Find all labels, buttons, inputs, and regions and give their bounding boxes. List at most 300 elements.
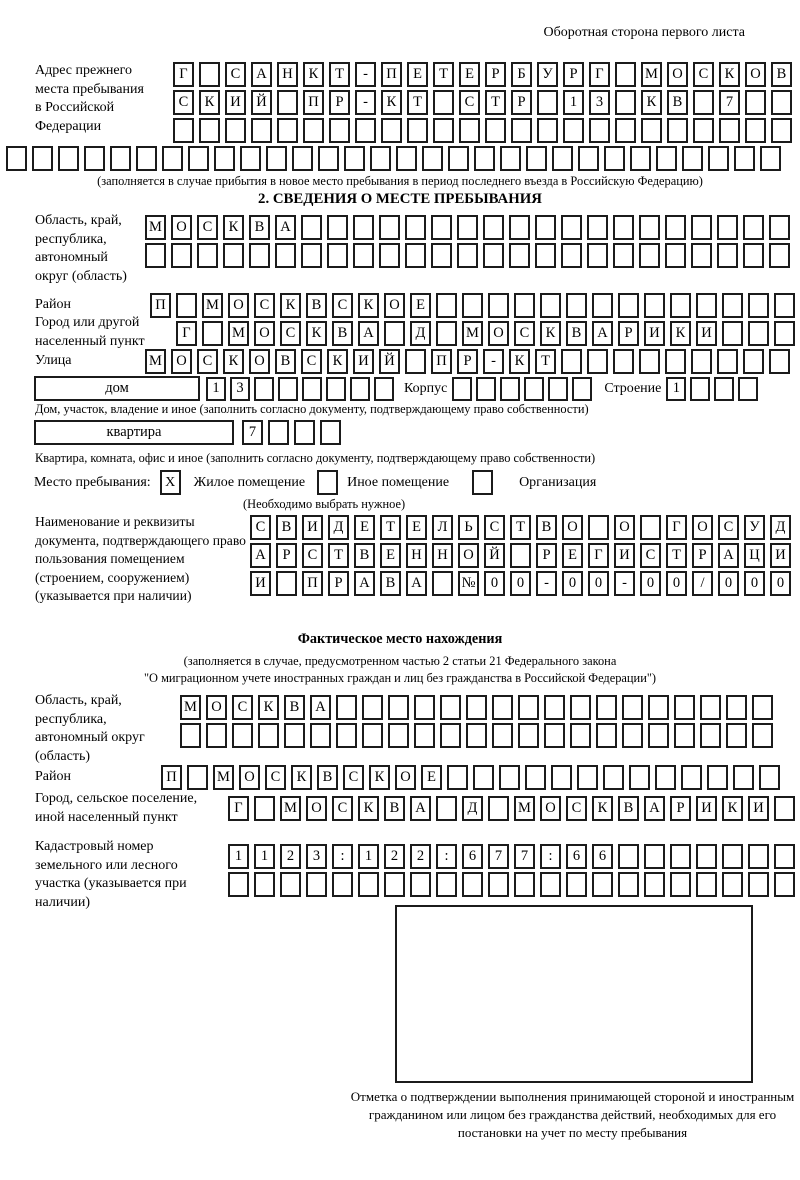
char-cell[interactable]: [639, 215, 660, 240]
char-cell[interactable]: [587, 215, 608, 240]
char-cell[interactable]: [665, 243, 686, 268]
char-cell[interactable]: [604, 146, 625, 171]
char-cell[interactable]: [587, 349, 608, 374]
char-cell[interactable]: В: [284, 695, 305, 720]
char-cell[interactable]: [561, 215, 582, 240]
char-cell[interactable]: :: [540, 844, 561, 869]
char-cell[interactable]: [639, 243, 660, 268]
char-cell[interactable]: [362, 695, 383, 720]
char-cell[interactable]: [613, 349, 634, 374]
char-cell[interactable]: [552, 146, 573, 171]
char-cell[interactable]: [228, 872, 249, 897]
char-cell[interactable]: [405, 349, 426, 374]
char-cell[interactable]: С: [566, 796, 587, 821]
char-cell[interactable]: [388, 723, 409, 748]
char-cell[interactable]: [641, 118, 662, 143]
char-cell[interactable]: -: [536, 571, 557, 596]
char-cell[interactable]: [648, 723, 669, 748]
char-cell[interactable]: М: [213, 765, 234, 790]
char-cell[interactable]: [485, 118, 506, 143]
char-cell[interactable]: [748, 844, 769, 869]
char-cell[interactable]: В: [332, 321, 353, 346]
char-cell[interactable]: М: [145, 215, 166, 240]
char-cell[interactable]: В: [249, 215, 270, 240]
char-cell[interactable]: [440, 695, 461, 720]
char-cell[interactable]: [670, 293, 691, 318]
char-cell[interactable]: [206, 723, 227, 748]
char-cell[interactable]: [326, 377, 346, 401]
char-cell[interactable]: П: [150, 293, 171, 318]
char-cell[interactable]: Т: [380, 515, 401, 540]
char-cell[interactable]: [509, 215, 530, 240]
char-cell[interactable]: [769, 215, 790, 240]
char-cell[interactable]: С: [197, 215, 218, 240]
char-cell[interactable]: [483, 243, 504, 268]
char-cell[interactable]: С: [232, 695, 253, 720]
char-cell[interactable]: К: [306, 321, 327, 346]
char-cell[interactable]: О: [384, 293, 405, 318]
char-cell[interactable]: Е: [380, 543, 401, 568]
char-cell[interactable]: Д: [410, 321, 431, 346]
char-cell[interactable]: [738, 377, 758, 401]
char-cell[interactable]: [310, 723, 331, 748]
char-cell[interactable]: П: [161, 765, 182, 790]
char-cell[interactable]: К: [509, 349, 530, 374]
char-cell[interactable]: С: [225, 62, 246, 87]
char-cell[interactable]: [588, 515, 609, 540]
char-cell[interactable]: [447, 765, 468, 790]
char-cell[interactable]: [774, 321, 795, 346]
char-cell[interactable]: [644, 872, 665, 897]
char-cell[interactable]: Л: [432, 515, 453, 540]
char-cell[interactable]: У: [537, 62, 558, 87]
char-cell[interactable]: [249, 243, 270, 268]
char-cell[interactable]: К: [670, 321, 691, 346]
char-cell[interactable]: [613, 243, 634, 268]
char-cell[interactable]: М: [514, 796, 535, 821]
char-cell[interactable]: [277, 118, 298, 143]
char-cell[interactable]: [618, 844, 639, 869]
char-cell[interactable]: Й: [251, 90, 272, 115]
char-cell[interactable]: [173, 118, 194, 143]
char-cell[interactable]: С: [265, 765, 286, 790]
char-cell[interactable]: [483, 215, 504, 240]
char-cell[interactable]: О: [395, 765, 416, 790]
char-cell[interactable]: Т: [535, 349, 556, 374]
char-cell[interactable]: К: [291, 765, 312, 790]
char-cell[interactable]: 0: [744, 571, 765, 596]
char-cell[interactable]: А: [354, 571, 375, 596]
char-cell[interactable]: С: [280, 321, 301, 346]
char-cell[interactable]: [774, 844, 795, 869]
char-cell[interactable]: Т: [329, 62, 350, 87]
char-cell[interactable]: Е: [406, 515, 427, 540]
char-cell[interactable]: 1: [666, 377, 686, 401]
char-cell[interactable]: [708, 146, 729, 171]
char-cell[interactable]: [473, 765, 494, 790]
char-cell[interactable]: [696, 293, 717, 318]
char-cell[interactable]: [176, 293, 197, 318]
char-cell[interactable]: [232, 723, 253, 748]
char-cell[interactable]: К: [280, 293, 301, 318]
stay-type-checkbox-residential[interactable]: X: [160, 470, 181, 495]
char-cell[interactable]: [722, 844, 743, 869]
char-cell[interactable]: [537, 118, 558, 143]
char-cell[interactable]: К: [223, 349, 244, 374]
stay-type-checkbox-other[interactable]: [317, 470, 338, 495]
char-cell[interactable]: О: [458, 543, 479, 568]
char-cell[interactable]: [674, 723, 695, 748]
char-cell[interactable]: [258, 723, 279, 748]
char-cell[interactable]: [318, 146, 339, 171]
char-cell[interactable]: [544, 695, 565, 720]
char-cell[interactable]: [436, 796, 457, 821]
char-cell[interactable]: Р: [536, 543, 557, 568]
char-cell[interactable]: [433, 90, 454, 115]
char-cell[interactable]: 3: [589, 90, 610, 115]
char-cell[interactable]: О: [488, 321, 509, 346]
char-cell[interactable]: И: [250, 571, 271, 596]
char-cell[interactable]: [722, 872, 743, 897]
char-cell[interactable]: В: [306, 293, 327, 318]
char-cell[interactable]: [566, 872, 587, 897]
char-cell[interactable]: Т: [407, 90, 428, 115]
char-cell[interactable]: А: [410, 796, 431, 821]
char-cell[interactable]: В: [384, 796, 405, 821]
char-cell[interactable]: М: [641, 62, 662, 87]
char-cell[interactable]: [488, 293, 509, 318]
char-cell[interactable]: [630, 146, 651, 171]
char-cell[interactable]: 1: [358, 844, 379, 869]
char-cell[interactable]: [440, 723, 461, 748]
char-cell[interactable]: [682, 146, 703, 171]
char-cell[interactable]: [603, 765, 624, 790]
char-cell[interactable]: С: [693, 62, 714, 87]
char-cell[interactable]: [459, 118, 480, 143]
char-cell[interactable]: [336, 723, 357, 748]
char-cell[interactable]: [462, 872, 483, 897]
char-cell[interactable]: [275, 243, 296, 268]
char-cell[interactable]: [618, 872, 639, 897]
char-cell[interactable]: И: [225, 90, 246, 115]
char-cell[interactable]: Е: [407, 62, 428, 87]
char-cell[interactable]: Р: [563, 62, 584, 87]
char-cell[interactable]: [622, 695, 643, 720]
char-cell[interactable]: [551, 765, 572, 790]
char-cell[interactable]: О: [562, 515, 583, 540]
char-cell[interactable]: К: [540, 321, 561, 346]
char-cell[interactable]: Г: [176, 321, 197, 346]
char-cell[interactable]: [644, 293, 665, 318]
char-cell[interactable]: [509, 243, 530, 268]
char-cell[interactable]: [644, 844, 665, 869]
char-cell[interactable]: А: [592, 321, 613, 346]
char-cell[interactable]: [696, 872, 717, 897]
char-cell[interactable]: [187, 765, 208, 790]
char-cell[interactable]: [622, 723, 643, 748]
char-cell[interactable]: [640, 515, 661, 540]
char-cell[interactable]: В: [276, 515, 297, 540]
char-cell[interactable]: [514, 293, 535, 318]
char-cell[interactable]: [743, 243, 764, 268]
char-cell[interactable]: Е: [354, 515, 375, 540]
char-cell[interactable]: [277, 90, 298, 115]
char-cell[interactable]: И: [748, 796, 769, 821]
char-cell[interactable]: [691, 243, 712, 268]
char-cell[interactable]: [436, 321, 457, 346]
char-cell[interactable]: Т: [510, 515, 531, 540]
char-cell[interactable]: [353, 243, 374, 268]
char-cell[interactable]: С: [173, 90, 194, 115]
char-cell[interactable]: Н: [277, 62, 298, 87]
char-cell[interactable]: [570, 723, 591, 748]
char-cell[interactable]: [670, 872, 691, 897]
char-cell[interactable]: :: [332, 844, 353, 869]
char-cell[interactable]: М: [462, 321, 483, 346]
char-cell[interactable]: [110, 146, 131, 171]
char-cell[interactable]: [457, 243, 478, 268]
char-cell[interactable]: Й: [379, 349, 400, 374]
char-cell[interactable]: Р: [329, 90, 350, 115]
char-cell[interactable]: -: [614, 571, 635, 596]
char-cell[interactable]: В: [317, 765, 338, 790]
char-cell[interactable]: [769, 243, 790, 268]
char-cell[interactable]: [748, 293, 769, 318]
char-cell[interactable]: А: [406, 571, 427, 596]
char-cell[interactable]: П: [303, 90, 324, 115]
char-cell[interactable]: [714, 377, 734, 401]
char-cell[interactable]: [577, 765, 598, 790]
char-cell[interactable]: [535, 215, 556, 240]
char-cell[interactable]: [681, 765, 702, 790]
char-cell[interactable]: [500, 377, 520, 401]
char-cell[interactable]: К: [641, 90, 662, 115]
char-cell[interactable]: [379, 215, 400, 240]
char-cell[interactable]: [327, 215, 348, 240]
char-cell[interactable]: [188, 146, 209, 171]
char-cell[interactable]: Б: [511, 62, 532, 87]
char-cell[interactable]: [374, 377, 394, 401]
char-cell[interactable]: Р: [511, 90, 532, 115]
char-cell[interactable]: Й: [484, 543, 505, 568]
char-cell[interactable]: А: [718, 543, 739, 568]
char-cell[interactable]: [722, 293, 743, 318]
char-cell[interactable]: 6: [592, 844, 613, 869]
char-cell[interactable]: Г: [588, 543, 609, 568]
char-cell[interactable]: [734, 146, 755, 171]
char-cell[interactable]: 1: [228, 844, 249, 869]
char-cell[interactable]: [466, 723, 487, 748]
char-cell[interactable]: [171, 243, 192, 268]
char-cell[interactable]: [240, 146, 261, 171]
char-cell[interactable]: [284, 723, 305, 748]
char-cell[interactable]: [717, 243, 738, 268]
char-cell[interactable]: [748, 321, 769, 346]
char-cell[interactable]: Т: [666, 543, 687, 568]
apartment-box[interactable]: квартира: [34, 420, 234, 445]
char-cell[interactable]: [717, 215, 738, 240]
char-cell[interactable]: [436, 872, 457, 897]
char-cell[interactable]: С: [250, 515, 271, 540]
char-cell[interactable]: [462, 293, 483, 318]
char-cell[interactable]: [540, 872, 561, 897]
char-cell[interactable]: [327, 243, 348, 268]
char-cell[interactable]: [303, 118, 324, 143]
char-cell[interactable]: [771, 118, 792, 143]
char-cell[interactable]: [587, 243, 608, 268]
char-cell[interactable]: В: [536, 515, 557, 540]
char-cell[interactable]: 7: [488, 844, 509, 869]
char-cell[interactable]: 0: [718, 571, 739, 596]
char-cell[interactable]: -: [483, 349, 504, 374]
char-cell[interactable]: Р: [670, 796, 691, 821]
char-cell[interactable]: [436, 293, 457, 318]
char-cell[interactable]: [278, 377, 298, 401]
char-cell[interactable]: [6, 146, 27, 171]
char-cell[interactable]: [452, 377, 472, 401]
confirmation-stamp-box[interactable]: [395, 905, 753, 1083]
char-cell[interactable]: [613, 215, 634, 240]
char-cell[interactable]: [526, 146, 547, 171]
char-cell[interactable]: Р: [328, 571, 349, 596]
char-cell[interactable]: О: [254, 321, 275, 346]
char-cell[interactable]: /: [692, 571, 713, 596]
char-cell[interactable]: О: [206, 695, 227, 720]
char-cell[interactable]: С: [301, 349, 322, 374]
char-cell[interactable]: [771, 90, 792, 115]
char-cell[interactable]: И: [302, 515, 323, 540]
char-cell[interactable]: [388, 695, 409, 720]
char-cell[interactable]: С: [640, 543, 661, 568]
char-cell[interactable]: [384, 321, 405, 346]
char-cell[interactable]: [656, 146, 677, 171]
char-cell[interactable]: [748, 872, 769, 897]
char-cell[interactable]: [518, 695, 539, 720]
char-cell[interactable]: С: [484, 515, 505, 540]
char-cell[interactable]: [674, 695, 695, 720]
char-cell[interactable]: [665, 349, 686, 374]
char-cell[interactable]: [691, 215, 712, 240]
char-cell[interactable]: О: [249, 349, 270, 374]
char-cell[interactable]: [254, 796, 275, 821]
char-cell[interactable]: [254, 377, 274, 401]
char-cell[interactable]: Р: [618, 321, 639, 346]
char-cell[interactable]: О: [745, 62, 766, 87]
char-cell[interactable]: [693, 118, 714, 143]
char-cell[interactable]: О: [540, 796, 561, 821]
char-cell[interactable]: 0: [770, 571, 791, 596]
char-cell[interactable]: [488, 872, 509, 897]
char-cell[interactable]: [410, 872, 431, 897]
char-cell[interactable]: [589, 118, 610, 143]
char-cell[interactable]: М: [145, 349, 166, 374]
char-cell[interactable]: [774, 872, 795, 897]
char-cell[interactable]: К: [719, 62, 740, 87]
char-cell[interactable]: [414, 695, 435, 720]
char-cell[interactable]: О: [692, 515, 713, 540]
char-cell[interactable]: [432, 571, 453, 596]
char-cell[interactable]: [639, 349, 660, 374]
char-cell[interactable]: С: [343, 765, 364, 790]
char-cell[interactable]: 2: [280, 844, 301, 869]
char-cell[interactable]: [667, 118, 688, 143]
char-cell[interactable]: С: [254, 293, 275, 318]
char-cell[interactable]: [524, 377, 544, 401]
char-cell[interactable]: В: [667, 90, 688, 115]
char-cell[interactable]: [488, 796, 509, 821]
char-cell[interactable]: К: [303, 62, 324, 87]
char-cell[interactable]: И: [644, 321, 665, 346]
char-cell[interactable]: Г: [228, 796, 249, 821]
char-cell[interactable]: [548, 377, 568, 401]
char-cell[interactable]: Е: [421, 765, 442, 790]
char-cell[interactable]: [405, 215, 426, 240]
char-cell[interactable]: [381, 118, 402, 143]
char-cell[interactable]: [726, 723, 747, 748]
char-cell[interactable]: [431, 243, 452, 268]
char-cell[interactable]: [306, 872, 327, 897]
char-cell[interactable]: Д: [328, 515, 349, 540]
char-cell[interactable]: [355, 118, 376, 143]
char-cell[interactable]: [358, 872, 379, 897]
char-cell[interactable]: [572, 377, 592, 401]
char-cell[interactable]: [266, 146, 287, 171]
char-cell[interactable]: В: [618, 796, 639, 821]
char-cell[interactable]: [329, 118, 350, 143]
char-cell[interactable]: [691, 349, 712, 374]
char-cell[interactable]: [32, 146, 53, 171]
char-cell[interactable]: У: [744, 515, 765, 540]
char-cell[interactable]: [774, 293, 795, 318]
char-cell[interactable]: [254, 872, 275, 897]
char-cell[interactable]: [199, 118, 220, 143]
char-cell[interactable]: [353, 215, 374, 240]
char-cell[interactable]: [145, 243, 166, 268]
char-cell[interactable]: С: [302, 543, 323, 568]
char-cell[interactable]: А: [250, 543, 271, 568]
char-cell[interactable]: [743, 349, 764, 374]
char-cell[interactable]: 0: [640, 571, 661, 596]
char-cell[interactable]: [58, 146, 79, 171]
char-cell[interactable]: [592, 872, 613, 897]
char-cell[interactable]: А: [251, 62, 272, 87]
char-cell[interactable]: 2: [410, 844, 431, 869]
char-cell[interactable]: [136, 146, 157, 171]
char-cell[interactable]: В: [275, 349, 296, 374]
char-cell[interactable]: 3: [306, 844, 327, 869]
char-cell[interactable]: [518, 723, 539, 748]
char-cell[interactable]: О: [228, 293, 249, 318]
char-cell[interactable]: [719, 118, 740, 143]
char-cell[interactable]: [717, 349, 738, 374]
char-cell[interactable]: М: [280, 796, 301, 821]
char-cell[interactable]: -: [355, 90, 376, 115]
char-cell[interactable]: [760, 146, 781, 171]
char-cell[interactable]: [769, 349, 790, 374]
char-cell[interactable]: [618, 293, 639, 318]
char-cell[interactable]: [251, 118, 272, 143]
char-cell[interactable]: [162, 146, 183, 171]
char-cell[interactable]: [223, 243, 244, 268]
char-cell[interactable]: Ь: [458, 515, 479, 540]
char-cell[interactable]: [379, 243, 400, 268]
char-cell[interactable]: [743, 215, 764, 240]
char-cell[interactable]: К: [199, 90, 220, 115]
char-cell[interactable]: [225, 118, 246, 143]
char-cell[interactable]: [752, 723, 773, 748]
char-cell[interactable]: [474, 146, 495, 171]
char-cell[interactable]: [422, 146, 443, 171]
